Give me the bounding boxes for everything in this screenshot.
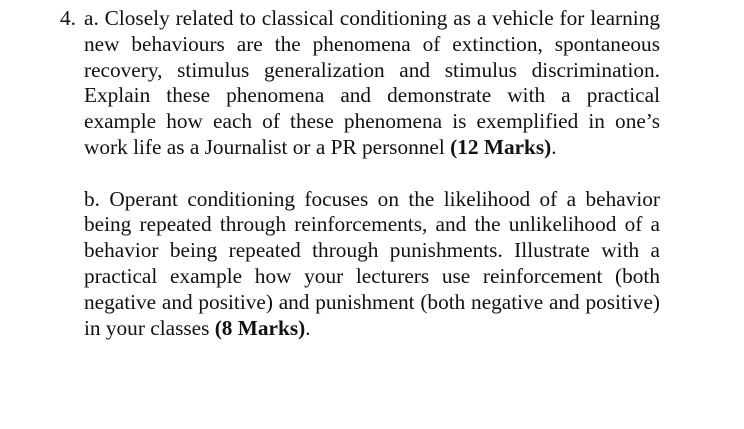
part-a-end: . — [551, 134, 557, 159]
part-a-text: Closely related to classical conditioning as a vehicle for learning new behaviours are the phenomena of extinction, spontaneous recovery, stimulus generalization and stimulus discrimination. Explain these phenomena and demonstrate with a practical example how each of these phenomena is exemplified in one’s work life as a Journalist or a PR personnel — [84, 6, 660, 159]
part-a-marks: (12 Marks) — [450, 134, 552, 159]
part-b-text: Operant conditioning focuses on the likelihood of a behavior being repeated through reinforcements, and the unlikelihood of a behavior being repeated through punishments. Illustrate with a practical example how your lecturers use reinforcement (both negative and positive) and punishment (both negative and positive) in your classes — [84, 186, 660, 340]
question-4 — [60, 6, 660, 341]
part-a-label: a. — [84, 6, 99, 30]
part-b-label: b. — [84, 186, 100, 211]
part-b-marks: (8 Marks) — [214, 315, 306, 340]
question-part-b — [84, 187, 660, 342]
question-number: 4. — [60, 6, 76, 30]
part-b-end: . — [305, 315, 311, 340]
question-part-a — [84, 6, 660, 161]
